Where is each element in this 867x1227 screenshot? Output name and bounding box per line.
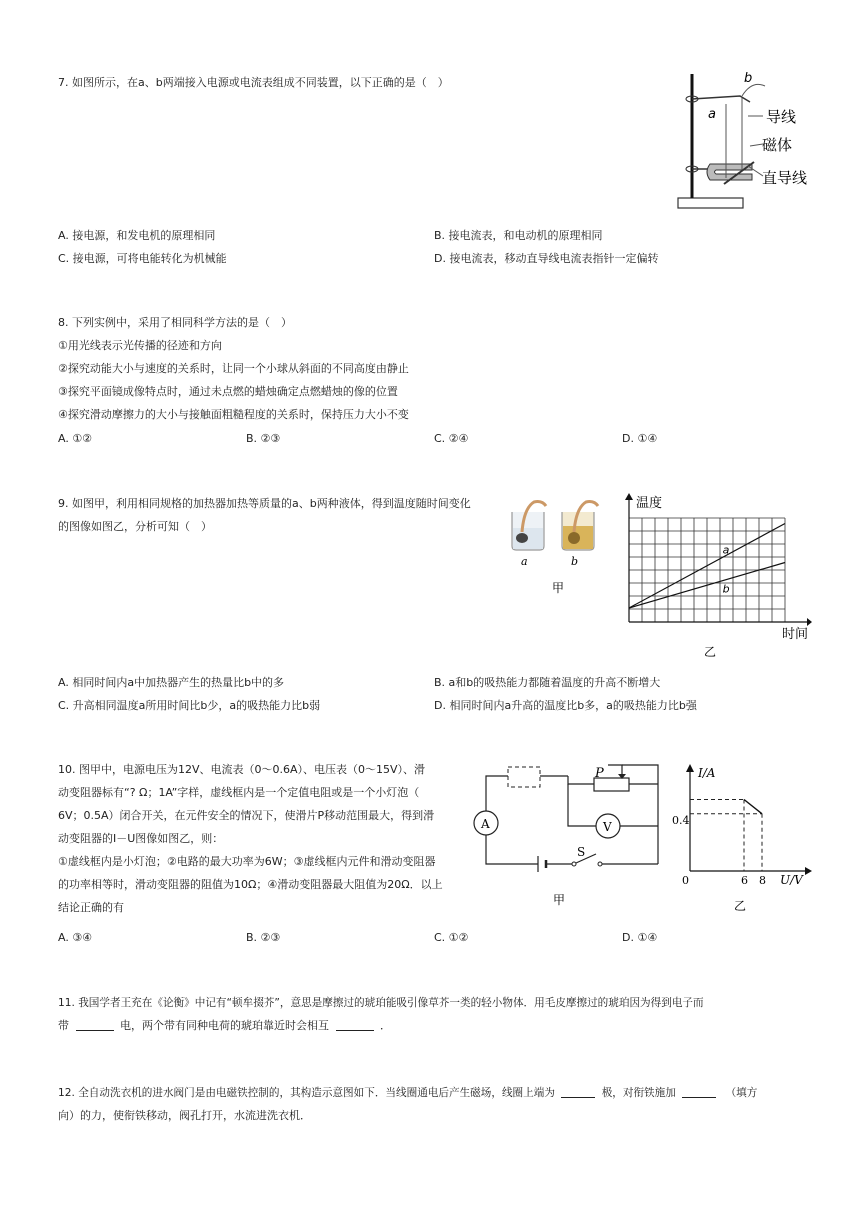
q11-text-c: ．	[380, 1019, 391, 1032]
q10-line-1: 10. 图甲中，电源电压为12V、电流表（0～0.6A）、电压表（0～15V）、滑	[58, 763, 426, 776]
slider-label: P	[595, 766, 604, 781]
q9-beakers-figure	[500, 488, 610, 598]
q8-item-2: ②探究动能大小与速度的关系时，让同一个小球从斜面的不同高度由静止	[58, 362, 409, 375]
q9-option-c[interactable]: C. 升高相同温度a所用时间比b少，a的吸热能力比b弱	[58, 699, 321, 712]
magnet-shape	[707, 164, 752, 180]
q10-line-7: 结论正确的有	[58, 901, 124, 914]
temperature-chart-y-label: 温度	[636, 496, 663, 511]
q10-line-6: 的功率相等时，滑动变阻器的阻值为10Ω；④滑动变阻器最大阻值为20Ω．以上	[58, 878, 443, 891]
q10-line-2: 动变阻器标有“? Ω；1A”字样，虚线框内是一个定值电阻或是一个小灯泡（	[58, 786, 420, 799]
iu-graph-x-tick-6: 6	[741, 874, 748, 887]
q8-option-a[interactable]: A. ①②	[58, 432, 93, 445]
q12-line-2: 向）的力，使衔铁移动，阀孔打开，水流进洗衣机．	[58, 1109, 311, 1122]
q9-beaker-label-b: b	[571, 555, 579, 568]
q12-text-b: 极，对衔铁施加	[601, 1087, 676, 1099]
q9-stem-line2: 的图像如图乙，分析可知（ ）	[58, 520, 212, 533]
q10-line-3: 6V；0.5A）闭合开关，在元件安全的情况下，使滑片P移动范围最大，得到滑	[58, 809, 435, 822]
temperature-chart-x-label: 时间	[782, 627, 809, 642]
q9-temperature-chart	[612, 490, 812, 662]
q9-option-d[interactable]: D. 相同时间内a升高的温度比b多，a的吸热能力比b强	[434, 699, 697, 712]
iu-line-segment	[744, 800, 762, 814]
q10-line-5: ①虚线框内是小灯泡；②电路的最大功率为6W；③虚线框内元件和滑动变阻器	[58, 855, 436, 868]
q7-label-a: a	[708, 107, 716, 122]
temperature-chart-grid	[629, 518, 785, 622]
q7-apparatus-figure	[670, 66, 815, 216]
temperature-chart-caption: 乙	[704, 645, 717, 659]
q11-line-2	[58, 1015, 391, 1037]
q7-label-magnet: 磁体	[762, 136, 793, 154]
circuit-caption: 甲	[553, 893, 566, 907]
q7-option-c[interactable]: C. 接电源，可将电能转化为机械能	[58, 252, 227, 265]
iu-graph-origin: 0	[682, 874, 689, 887]
q8-option-b[interactable]: B. ②③	[246, 432, 281, 445]
temperature-line-label-a: a	[722, 543, 730, 557]
q7-stem: 7. 如图所示，在a、b两端接入电源或电流表组成不同装置，以下正确的是（ ）	[58, 76, 449, 89]
q10-option-a[interactable]: A. ③④	[58, 931, 93, 944]
q10-iu-graph	[672, 760, 822, 916]
iu-graph-caption: 乙	[734, 899, 747, 913]
iu-graph-x-label: U/V	[780, 873, 803, 887]
q7-option-b[interactable]: B. 接电流表，和电动机的原理相同	[434, 229, 603, 242]
q7-option-a[interactable]: A. 接电源，和发电机的原理相同	[58, 229, 216, 242]
q10-line-4: 动变阻器的I－U图像如图乙，则：	[58, 832, 224, 845]
q11-blank-2[interactable]	[336, 1018, 374, 1031]
q10-circuit-figure	[468, 756, 668, 912]
q12-blank-1[interactable]	[561, 1085, 595, 1098]
q11-line-1: 11. 我国学者王充在《论衡》中记有“顿牟掇芥”，意思是摩擦过的琥珀能吸引像草芥一类的轻小物体．用毛皮摩擦过的琥珀因为得到电子而	[58, 997, 704, 1009]
iu-graph-y-label: I/A	[698, 766, 716, 780]
q7-label-b: b	[744, 71, 753, 86]
voltmeter-label: V	[603, 820, 612, 834]
q8-option-d[interactable]: D. ①④	[622, 432, 658, 445]
ammeter-label: A	[481, 817, 490, 831]
q12-blank-2[interactable]	[682, 1085, 716, 1098]
q11-blank-1[interactable]	[76, 1018, 114, 1031]
stand-base	[678, 198, 743, 208]
q11-text-a: 带	[58, 1019, 69, 1032]
q9-beaker-label-a: a	[521, 555, 528, 568]
switch-label: S	[577, 845, 586, 859]
q10-option-d[interactable]: D. ①④	[622, 931, 658, 944]
q11-text-b: 电，两个带有同种电荷的琥珀靠近时会相互	[120, 1019, 329, 1032]
q8-item-1: ①用光线表示光传播的径迹和方向	[58, 339, 222, 352]
q12-line-1	[58, 1082, 757, 1104]
q9-option-b[interactable]: B. a和b的吸热能力都随着温度的升高不断增大	[434, 676, 661, 689]
q9-stem-line1: 9. 如图甲，利用相同规格的加热器加热等质量的a、b两种液体，得到温度随时间变化	[58, 497, 471, 510]
q12-text-c: （填方	[725, 1087, 758, 1099]
iu-graph-y-tick: 0.4	[672, 814, 690, 827]
q8-stem: 8. 下列实例中，采用了相同科学方法的是（ ）	[58, 316, 292, 329]
q8-item-3: ③探究平面镜成像特点时，通过未点燃的蜡烛确定点燃蜡烛的像的位置	[58, 385, 398, 398]
q9-option-a[interactable]: A. 相同时间内a中加热器产生的热量比b中的多	[58, 676, 285, 689]
temperature-line-label-b: b	[722, 582, 730, 596]
q8-item-4: ④探究滑动摩擦力的大小与接触面粗糙程度的关系时，保持压力大小不变	[58, 408, 409, 421]
q9-figure-jia-caption: 甲	[552, 581, 565, 595]
q7-label-wire: 导线	[766, 108, 797, 126]
q10-option-b[interactable]: B. ②③	[246, 931, 281, 944]
dashed-element-box	[508, 767, 540, 787]
q7-label-straight-wire: 直导线	[762, 169, 808, 187]
iu-graph-x-tick-8: 8	[759, 874, 766, 887]
q12-text-a: 12. 全自动洗衣机的进水阀门是由电磁铁控制的，其构造示意图如下．当线圈通电后产生磁场，线圈上端为	[58, 1087, 555, 1099]
q7-option-d[interactable]: D. 接电流表，移动直导线电流表指针一定偏转	[434, 252, 659, 265]
q10-option-c[interactable]: C. ①②	[434, 931, 469, 944]
q8-option-c[interactable]: C. ②④	[434, 432, 469, 445]
